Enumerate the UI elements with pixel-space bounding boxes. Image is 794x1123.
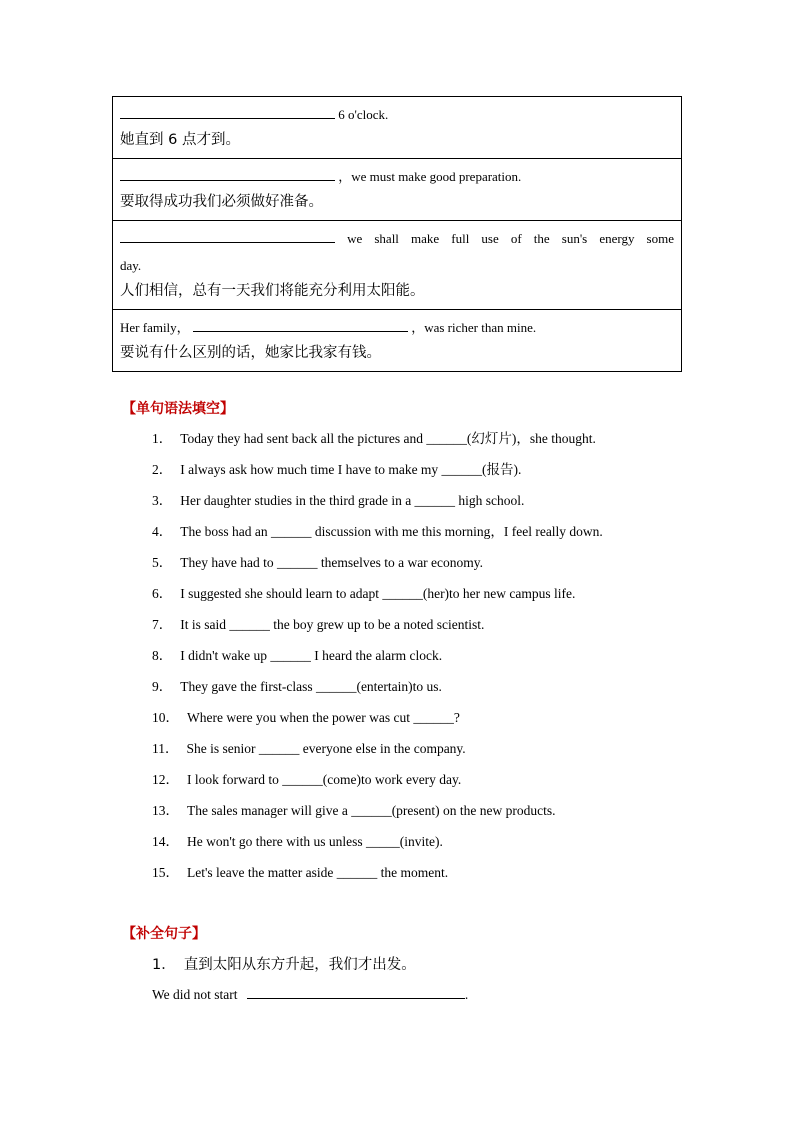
grammar-question-list: [152, 427, 603, 892]
question-number: 3．: [152, 493, 173, 508]
question-number: 14．: [152, 834, 179, 849]
list-item: [152, 675, 603, 706]
list-item: [152, 458, 603, 489]
question-text: It is said ______ the boy grew up to be a noted scientist.: [180, 617, 485, 632]
table-cell: [113, 97, 682, 159]
table-cell: [113, 310, 682, 372]
list-item: [152, 613, 603, 644]
answer-blank[interactable]: [247, 984, 465, 999]
list-item: [152, 644, 603, 675]
question-text: The boss had an ______ discussion with me this morning，I feel really down.: [180, 524, 603, 539]
question-text: I look forward to ______(come)to work every day.: [187, 772, 462, 787]
chinese-prompt: 直到太阳从东方升起，我们才出发。: [183, 957, 416, 973]
table-cell: [113, 221, 682, 310]
chinese-translation: 人们相信，总有一天我们将能充分利用太阳能。: [120, 283, 425, 299]
section-title-grammar: 【单句语法填空】: [122, 401, 234, 417]
question-text: They gave the first-class ______(entertain)to us.: [180, 679, 442, 694]
answer-blank[interactable]: [120, 104, 335, 119]
question-text: The sales manager will give a ______(present) on the new products.: [187, 803, 556, 818]
question-number: 9．: [152, 679, 173, 694]
sentence-head: Her family，: [120, 320, 190, 335]
chinese-translation: 她直到 6 点才到。: [120, 132, 240, 148]
question-number: 4．: [152, 524, 173, 539]
sentence-end: .: [464, 987, 469, 1002]
list-item: [152, 582, 603, 613]
list-item: [152, 489, 603, 520]
question-text: Let's leave the matter aside ______ the moment.: [187, 865, 449, 880]
table-row: [113, 221, 682, 310]
answer-blank[interactable]: [120, 166, 335, 181]
answer-blank[interactable]: [193, 317, 408, 332]
sentence-tail: ，was richer than mine.: [411, 320, 537, 335]
list-item: [152, 737, 603, 768]
question-text: Where were you when the power was cut ______?: [187, 710, 460, 725]
question-text: He won't go there with us unless _____(invite).: [187, 834, 443, 849]
complete-sentence-section: [152, 952, 468, 1008]
chinese-translation: 要说有什么区别的话，她家比我家有钱。: [120, 345, 381, 361]
question-number: 15．: [152, 865, 179, 880]
list-item: [152, 861, 603, 892]
question-number: 13．: [152, 803, 179, 818]
question-text: Today they had sent back all the pictures and ______(幻灯片)，she thought.: [180, 431, 596, 446]
question-text: I always ask how much time I have to make my ______(报告).: [180, 462, 522, 477]
list-item: [152, 520, 603, 551]
question-number: 1．: [152, 431, 173, 446]
list-item: [152, 830, 603, 861]
translation-table: [112, 96, 682, 372]
list-item: [152, 799, 603, 830]
list-item: [152, 706, 603, 737]
sentence-tail: 6 o'clock.: [338, 107, 389, 122]
chinese-translation: 要取得成功我们必须做好准备。: [120, 194, 323, 210]
question-text: I suggested she should learn to adapt ______(her)to her new campus life.: [180, 586, 576, 601]
question-number: 11．: [152, 741, 179, 756]
table-cell: [113, 159, 682, 221]
question-text: They have had to ______ themselves to a war economy.: [180, 555, 484, 570]
sentence-tail: ，we must make good preparation.: [338, 169, 522, 184]
question-number: 6．: [152, 586, 173, 601]
question-number: 10．: [152, 710, 179, 725]
question-text: Her daughter studies in the third grade in a ______ high school.: [180, 493, 525, 508]
sentence-head: We did not start: [152, 987, 238, 1002]
answer-blank[interactable]: [120, 228, 335, 243]
section-title-complete-sentence: 【补全句子】: [122, 926, 206, 942]
list-item: [152, 427, 603, 458]
question-number: 1．: [152, 957, 176, 973]
question-number: 8．: [152, 648, 173, 663]
question-number: 2．: [152, 462, 173, 477]
question-text: I didn't wake up ______ I heard the alarm clock.: [180, 648, 443, 663]
table-row: [113, 159, 682, 221]
table-row: [113, 97, 682, 159]
list-item: [152, 551, 603, 582]
list-item: [152, 768, 603, 799]
table-row: [113, 310, 682, 372]
question-number: 12．: [152, 772, 179, 787]
question-text: She is senior ______ everyone else in the company.: [186, 741, 466, 756]
question-number: 5．: [152, 555, 173, 570]
question-number: 7．: [152, 617, 173, 632]
sentence-tail: we shall make full use of the sun's energy some day.: [120, 231, 675, 273]
